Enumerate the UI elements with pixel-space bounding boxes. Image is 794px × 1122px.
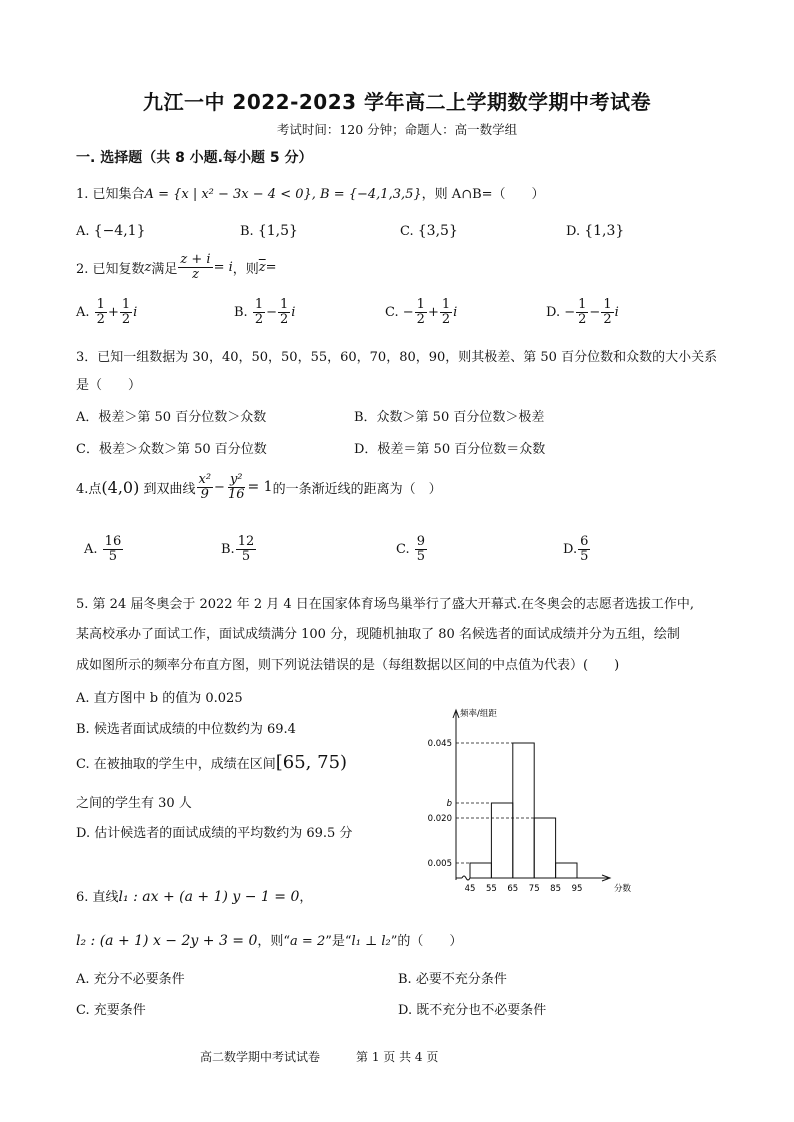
y-tick-label: b bbox=[446, 799, 452, 809]
q1-set-expression: A = {x | x² − 3x − 4 < 0}, B = {−4,1,3,5} bbox=[144, 187, 422, 202]
q2-fraction bbox=[178, 253, 212, 281]
option-label: B. bbox=[240, 224, 254, 239]
x-tick-label: 75 bbox=[528, 884, 540, 894]
q6-prefix: 6. 直线 bbox=[76, 890, 119, 905]
fraction-denominator: 2 bbox=[416, 311, 425, 327]
q4-equals-one: = 1 bbox=[247, 479, 273, 496]
option-label: A. bbox=[76, 224, 90, 239]
option-label: D. bbox=[563, 541, 578, 557]
q2-conjugate: $\overline{z}$ bbox=[258, 259, 266, 275]
x-tick-label: 45 bbox=[464, 884, 476, 894]
histogram-bar bbox=[556, 863, 577, 878]
q6-suffix: ”的（ ） bbox=[390, 934, 463, 949]
fraction-denominator: 2 bbox=[441, 311, 451, 327]
option-label: C. bbox=[385, 304, 399, 320]
fraction-numerator: 1 bbox=[603, 297, 612, 312]
q1-option-b bbox=[240, 223, 298, 239]
fraction-numerator: x² bbox=[198, 472, 212, 487]
x-tick-label: 65 bbox=[507, 884, 519, 894]
option-label: C. bbox=[400, 224, 414, 239]
half-fraction bbox=[278, 298, 290, 326]
option-value: {−4,1} bbox=[93, 223, 146, 239]
x-axis-title: 分数 bbox=[614, 884, 632, 894]
question-1-stem bbox=[76, 183, 545, 202]
q6-comma: ， bbox=[299, 890, 313, 905]
option-value: {3,5} bbox=[417, 223, 458, 239]
histogram-labels bbox=[428, 708, 632, 894]
fraction-denominator: z bbox=[192, 266, 199, 282]
question-6-line-1 bbox=[76, 886, 312, 905]
q5-option-b: B. 候选者面试成绩的中位数约为 69.4 bbox=[76, 722, 296, 737]
option-fraction bbox=[103, 535, 124, 563]
imaginary-unit: i bbox=[133, 304, 138, 320]
option-label: C. bbox=[396, 541, 410, 557]
q6-option-d: D. 既不充分也不必要条件 bbox=[398, 1003, 547, 1018]
question-4-stem bbox=[76, 473, 442, 501]
q1-option-c bbox=[400, 223, 458, 239]
fraction-numerator: 1 bbox=[416, 297, 425, 312]
q4-option-c bbox=[396, 535, 428, 563]
q5-option-a: A. 直方图中 b 的值为 0.025 bbox=[76, 691, 243, 706]
half-fraction bbox=[120, 298, 132, 326]
fraction-denominator: 5 bbox=[416, 548, 426, 564]
question-3-line-2: 是（ ） bbox=[76, 378, 142, 393]
half-fraction bbox=[601, 298, 613, 326]
fraction-denominator: 9 bbox=[200, 486, 209, 502]
x-axis-break bbox=[462, 876, 470, 880]
fraction-numerator: 1 bbox=[280, 297, 289, 312]
fraction-denominator: 2 bbox=[121, 311, 131, 327]
q5-option-c-continued: 之间的学生有 30 人 bbox=[76, 796, 192, 811]
q3-option-b: B．众数＞第 50 百分位数＞极差 bbox=[354, 410, 545, 425]
q5-interval: [65, 75) bbox=[275, 752, 348, 773]
fraction-numerator: 1 bbox=[578, 297, 587, 312]
q6-perpendicular: l₁ ⊥ l₂ bbox=[351, 934, 391, 949]
x-tick-label: 85 bbox=[550, 884, 562, 894]
question-5-line-1: 5. 第 24 届冬奥会于 2022 年 2 月 4 日在国家体育场鸟巢举行了盛大开幕式.在冬奥会的志愿者选拔工作中, bbox=[76, 597, 695, 612]
histogram-bar bbox=[470, 863, 491, 878]
y-axis-title: 频率/组距 bbox=[460, 709, 497, 719]
q1-stem-suffix: ，则 A∩B=（ ） bbox=[421, 187, 545, 202]
fraction-denominator: 5 bbox=[108, 548, 118, 564]
q4-option-d bbox=[563, 535, 591, 563]
option-fraction bbox=[415, 535, 427, 563]
q4-point: (4,0) bbox=[101, 477, 140, 497]
q1-option-a bbox=[76, 223, 145, 239]
question-2-stem bbox=[76, 253, 277, 281]
q6-line-l2: l₂ : (a + 1) x − 2y + 3 = 0 bbox=[76, 933, 258, 949]
q4-mid: 到双曲线 bbox=[143, 481, 196, 497]
frequency-histogram bbox=[420, 706, 650, 896]
option-label: B. bbox=[234, 304, 248, 320]
question-5-line-3: 成如图所示的频率分布直方图，则下列说法错误的是（每组数据以区间的中点值为代表）( ) bbox=[76, 658, 620, 673]
fraction-denominator: 2 bbox=[254, 311, 264, 327]
half-fraction bbox=[253, 298, 265, 326]
half-fraction bbox=[440, 298, 452, 326]
histogram-bar bbox=[491, 803, 512, 878]
q2-stem-suffix: ，则 bbox=[232, 261, 259, 277]
q6-line-l1: l₁ : ax + (a + 1) y − 1 = 0 bbox=[118, 889, 300, 905]
histogram-axes bbox=[453, 710, 610, 881]
q3-option-d: D．极差＝第 50 百分位数＝众数 bbox=[354, 442, 546, 457]
imaginary-unit: i bbox=[453, 304, 458, 320]
sign: − bbox=[589, 304, 601, 320]
fraction-denominator: 16 bbox=[227, 486, 245, 502]
y-tick-label: 0.045 bbox=[427, 739, 452, 749]
option-value: {1,5} bbox=[257, 223, 298, 239]
footer-page-number: 第 1 页 共 4 页 bbox=[356, 1050, 439, 1064]
option-label: D. bbox=[546, 304, 561, 320]
imaginary-unit: i bbox=[291, 304, 296, 320]
q2-option-a bbox=[76, 298, 137, 326]
histogram-bars bbox=[470, 743, 577, 878]
q6-condition: a = 2 bbox=[290, 934, 326, 949]
option-label: D. bbox=[566, 224, 581, 239]
q2-stem-prefix: 2. 已知复数 bbox=[76, 261, 145, 277]
sign: − bbox=[402, 304, 414, 320]
q2-option-d bbox=[546, 298, 619, 326]
fraction-denominator: 2 bbox=[603, 311, 612, 327]
option-label: A. bbox=[84, 541, 98, 557]
q1-option-d bbox=[566, 223, 624, 239]
footer-exam-name: 高二数学期中考试试卷 bbox=[200, 1050, 321, 1064]
q2-option-b bbox=[234, 298, 295, 326]
imaginary-unit: i bbox=[614, 304, 619, 320]
fraction-numerator: 1 bbox=[96, 297, 105, 312]
q6-text: ，则“ bbox=[257, 934, 291, 949]
half-fraction bbox=[95, 298, 107, 326]
minus-sign: − bbox=[214, 479, 225, 495]
sign: + bbox=[427, 304, 439, 320]
fraction-denominator: 2 bbox=[96, 311, 105, 327]
q6-option-c: C. 充要条件 bbox=[76, 1003, 146, 1018]
q4-prefix: 4.点 bbox=[76, 481, 102, 497]
question-6-line-2 bbox=[76, 930, 462, 949]
option-value: {1,3} bbox=[584, 223, 625, 239]
fraction-numerator: 1 bbox=[121, 297, 131, 312]
q6-option-a: A. 充分不必要条件 bbox=[76, 972, 185, 987]
sign: + bbox=[107, 304, 119, 320]
q2-option-c bbox=[385, 298, 457, 326]
fraction-denominator: 5 bbox=[580, 548, 589, 564]
fraction-numerator: 1 bbox=[441, 297, 451, 312]
page-title: 九江一中 2022-2023 学年高二上学期数学期中考试卷 bbox=[142, 90, 652, 114]
histogram-bar bbox=[513, 743, 534, 878]
q2-variable: z bbox=[144, 259, 152, 275]
q5-option-c-text: C. 在被抽取的学生中，成绩在区间 bbox=[76, 757, 276, 772]
fraction-numerator: 12 bbox=[237, 534, 255, 549]
question-5-line-2: 某高校承办了面试工作，面试成绩满分 100 分，现随机抽取了 80 名候选者的面试成绩并分为五组，绘制 bbox=[76, 627, 680, 642]
option-fraction bbox=[578, 535, 590, 563]
y-tick-label: 0.005 bbox=[427, 859, 452, 869]
q4-option-a bbox=[84, 535, 124, 563]
q2-conjugate-equals: = bbox=[265, 259, 277, 275]
fraction-numerator: 16 bbox=[104, 534, 122, 549]
fraction-numerator: y² bbox=[229, 472, 243, 487]
half-fraction bbox=[415, 298, 427, 326]
x-tick-label: 95 bbox=[571, 884, 583, 894]
option-label: A. bbox=[76, 304, 90, 320]
y-tick-label: 0.020 bbox=[427, 814, 452, 824]
sign: − bbox=[266, 304, 278, 320]
q4-y-fraction bbox=[226, 473, 247, 501]
q3-option-c: C．极差＞众数＞第 50 百分位数 bbox=[76, 442, 267, 457]
x-tick-label: 55 bbox=[485, 884, 497, 894]
q2-stem-mid: 满足 bbox=[151, 261, 178, 277]
option-fraction bbox=[236, 535, 257, 563]
fraction-numerator: 6 bbox=[580, 534, 589, 549]
fraction-numerator: 9 bbox=[416, 534, 426, 549]
exam-subtitle: 考试时间：120 分钟；命题人：高一数学组 bbox=[276, 122, 518, 137]
q3-option-a: A．极差＞第 50 百分位数＞众数 bbox=[76, 410, 267, 425]
sign: − bbox=[564, 304, 576, 320]
fraction-denominator: 2 bbox=[578, 311, 587, 327]
q1-stem-prefix: 1. 已知集合 bbox=[76, 187, 145, 202]
fraction-denominator: 5 bbox=[241, 548, 251, 564]
q2-equation-rhs: = i bbox=[213, 259, 233, 275]
option-label: B. bbox=[221, 541, 235, 557]
half-fraction bbox=[576, 298, 588, 326]
q5-option-c bbox=[76, 752, 347, 773]
q4-suffix: 的一条渐近线的距离为（ ） bbox=[272, 481, 442, 497]
fraction-denominator: 2 bbox=[280, 311, 289, 327]
fraction-numerator: z + i bbox=[180, 252, 211, 267]
question-3-line-1: 3．已知一组数据为 30，40，50，50，55，60，70，80，90，则其极差、第 50 百分位数和众数的大小关系 bbox=[76, 350, 718, 365]
q4-x-fraction bbox=[197, 473, 214, 501]
histogram-bar bbox=[534, 818, 555, 878]
fraction-numerator: 1 bbox=[254, 297, 264, 312]
q6-text: ”是“ bbox=[325, 934, 352, 949]
q4-option-b bbox=[221, 535, 257, 563]
q6-option-b: B. 必要不充分条件 bbox=[398, 972, 507, 987]
section-heading: 一. 选择题（共 8 小题.每小题 5 分） bbox=[76, 150, 313, 166]
q5-option-d: D. 估计候选者的面试成绩的平均数约为 69.5 分 bbox=[76, 826, 353, 841]
